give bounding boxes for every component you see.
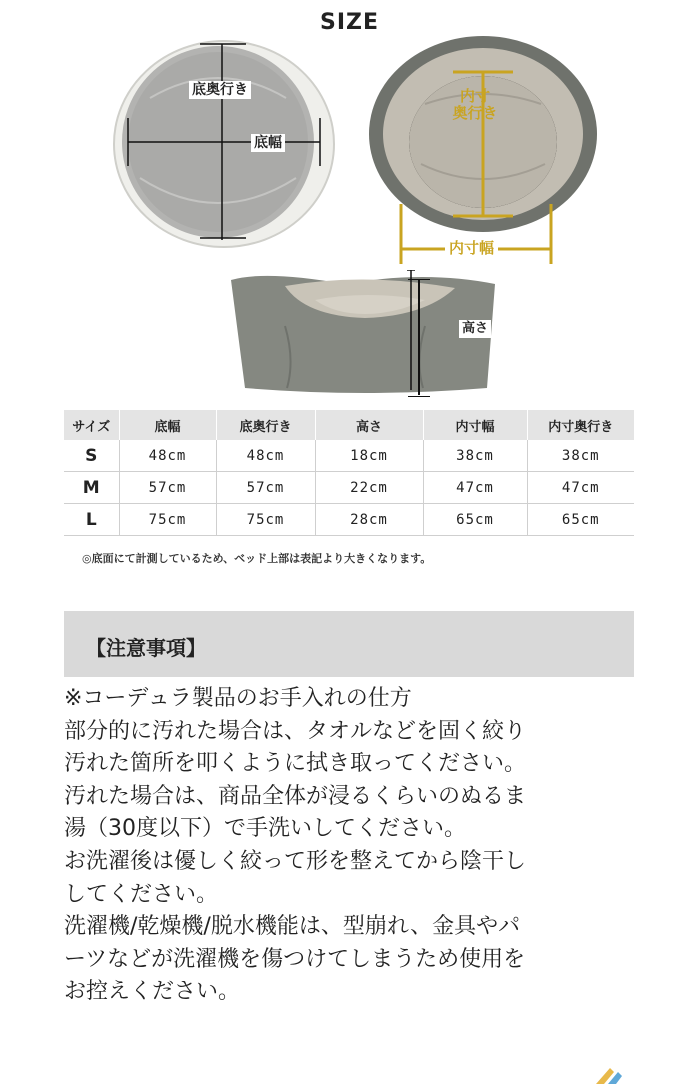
table-cell: 65cm — [423, 504, 527, 536]
table-cell: 65cm — [527, 504, 634, 536]
table-cell: 75cm — [119, 504, 216, 536]
table-footnote: ◎底面にて計測しているため、ベッド上部は表記より大きくなります。 — [82, 552, 432, 565]
table-cell: 38cm — [423, 440, 527, 472]
bed-top-view-image — [365, 34, 605, 269]
table-cell: 48cm — [119, 440, 216, 472]
height-measure-vertical — [418, 279, 420, 395]
header-inner-width: 内寸幅 — [423, 410, 527, 440]
bed-bottom-view-image — [110, 38, 338, 250]
notice-line-full-wash: 汚れた場合は、商品全体が浸るくらいのぬるま 湯（30度以下）で手洗いしてください。 — [64, 783, 527, 842]
size-cell: L — [64, 504, 119, 536]
table-cell: 22cm — [315, 472, 423, 504]
size-table-header-row — [64, 410, 634, 440]
header-height: 高さ — [315, 410, 423, 440]
table-cell: 48cm — [216, 440, 315, 472]
notice-header-title: 【注意事項】 — [86, 636, 206, 660]
notice-header-bar — [64, 611, 634, 677]
size-cell: M — [64, 472, 119, 504]
label-inner-depth-line1: 内寸 — [459, 87, 490, 105]
header-bottom-width: 底幅 — [119, 410, 216, 440]
table-cell: 38cm — [527, 440, 634, 472]
label-bottom-width: 底幅 — [251, 134, 285, 152]
notice-line-machine-warning: 洗濯機/乾燥機/脱水機能は、型崩れ、金具やパ ーツなどが洗濯機を傷つけてしまうため使用を お控えください。 — [64, 914, 526, 1005]
table-row — [64, 504, 634, 536]
table-cell: 75cm — [216, 504, 315, 536]
label-inner-depth-line2: 奥行き — [452, 104, 498, 122]
table-cell: 28cm — [315, 504, 423, 536]
table-cell: 57cm — [216, 472, 315, 504]
notice-body — [64, 683, 654, 1009]
table-cell: 47cm — [527, 472, 634, 504]
table-cell: 57cm — [119, 472, 216, 504]
table-row — [64, 440, 634, 472]
label-inner-depth — [442, 88, 508, 122]
table-cell: 18cm — [315, 440, 423, 472]
header-bottom-depth: 底奥行き — [216, 410, 315, 440]
table-cell: 47cm — [423, 472, 527, 504]
label-height: 高さ — [459, 320, 491, 338]
size-cell: S — [64, 440, 119, 472]
header-inner-depth: 内寸奥行き — [527, 410, 634, 440]
size-table — [64, 410, 634, 536]
label-bottom-depth: 底奥行き — [189, 81, 251, 99]
table-row — [64, 472, 634, 504]
notice-line-care-title: ※コーデュラ製品のお手入れの仕方 — [64, 686, 412, 711]
notice-line-drying: お洗濯後は優しく絞って形を整えてから陰干し してください。 — [64, 848, 527, 907]
label-inner-width: 内寸幅 — [445, 240, 498, 257]
header-size: サイズ — [64, 410, 119, 440]
size-title: SIZE — [319, 10, 379, 35]
notice-line-partial-dirt: 部分的に汚れた場合は、タオルなどを固く絞り 汚れた箇所を叩くように拭き取ってください。 — [64, 718, 527, 777]
corner-decoration-icon — [592, 1064, 632, 1084]
